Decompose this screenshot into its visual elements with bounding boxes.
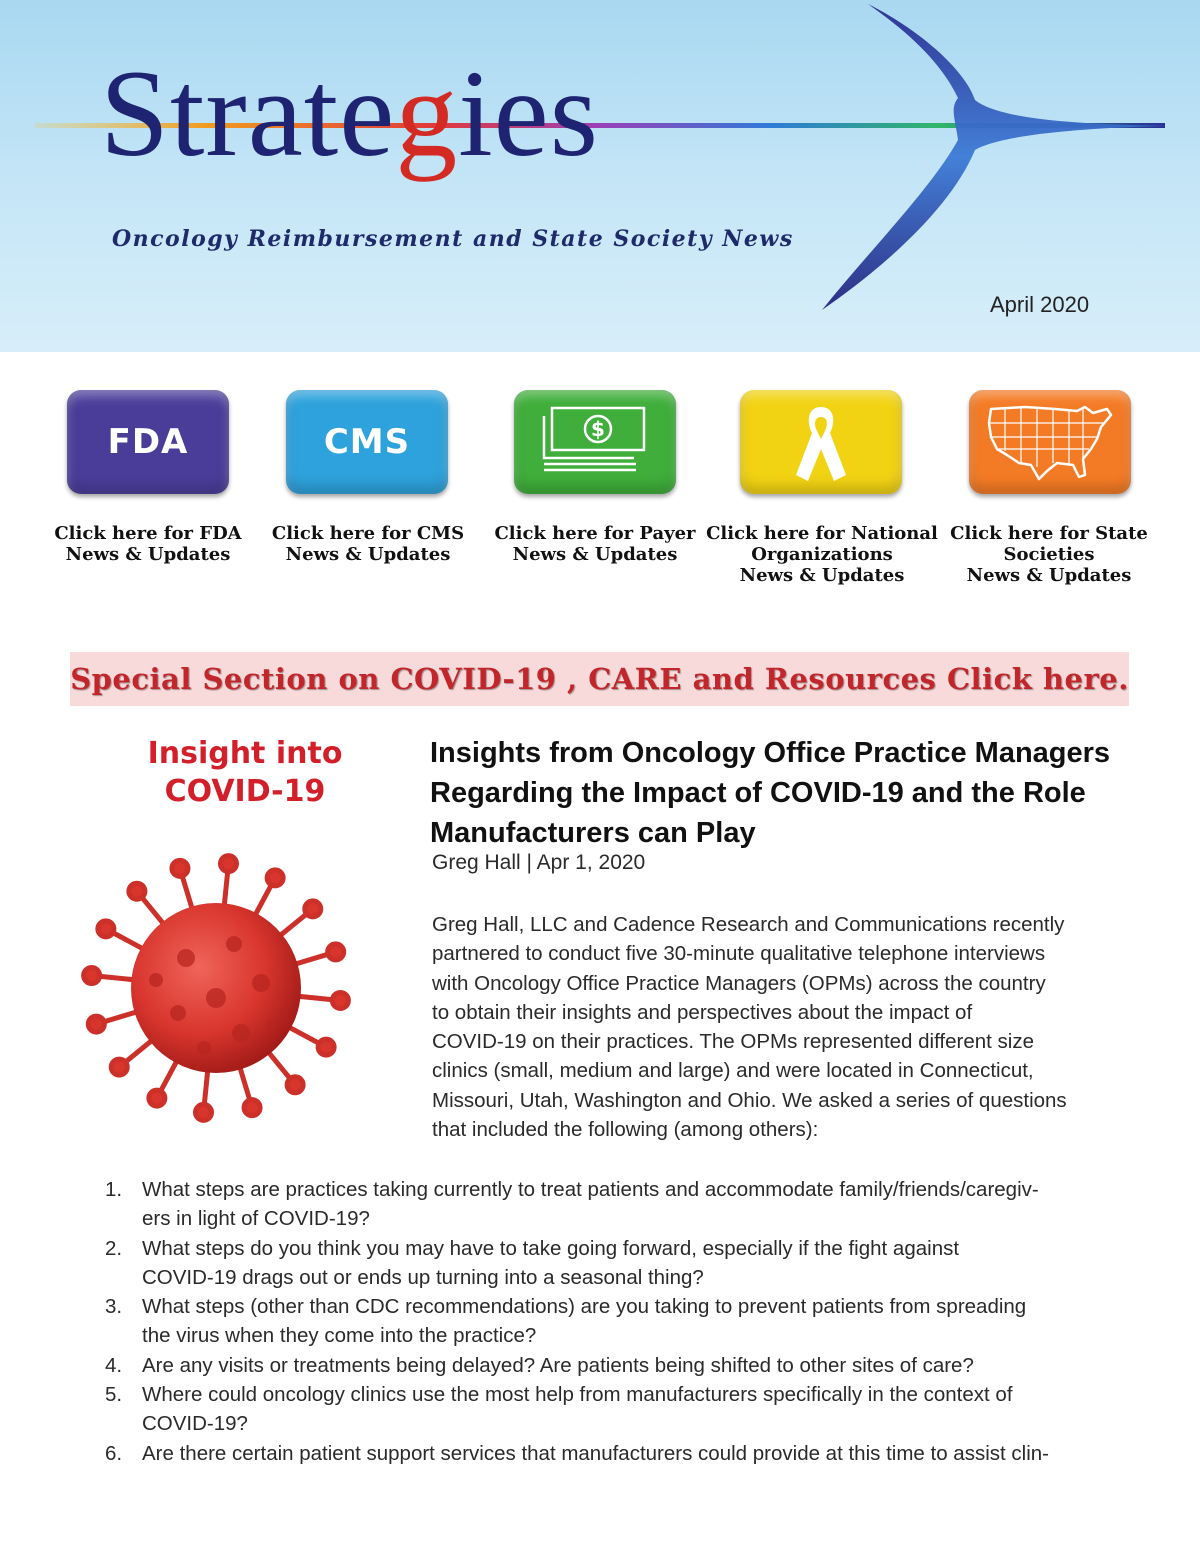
state-societies-link-caption[interactable]: Click here for State Societies News & Updates bbox=[950, 523, 1148, 586]
us-map-icon bbox=[985, 401, 1115, 483]
virus-spike-tip bbox=[332, 992, 348, 1008]
national-organizations-link-caption[interactable]: Click here for National Organizations News & Updates bbox=[706, 523, 938, 586]
cms-link-caption[interactable]: Click here for CMS News & Updates bbox=[271, 523, 465, 565]
newsletter-logo: Strategies bbox=[100, 45, 599, 182]
cms-button-tile[interactable] bbox=[286, 390, 448, 494]
fda-button-tile[interactable] bbox=[67, 390, 229, 494]
list-item: 3. What steps (other than CDC recommendations) are you taking to prevent patients from spreading the virus when they come into the practice? bbox=[105, 1295, 1027, 1348]
virus-spike-tip bbox=[318, 1039, 334, 1055]
awareness-ribbon-icon bbox=[786, 399, 856, 485]
state-societies-news-link[interactable] bbox=[929, 390, 1169, 590]
national-organizations-news-link[interactable] bbox=[702, 390, 942, 590]
article-title[interactable]: Insights from Oncology Office Practice Managers Regarding the Impact of COVID-19 and the Role Manufacturers can Play bbox=[430, 737, 1111, 849]
article-byline: Greg Hall | Apr 1, 2020 bbox=[432, 851, 646, 874]
state-societies-button-tile[interactable] bbox=[969, 390, 1131, 494]
virus-spike-tip bbox=[287, 1077, 303, 1093]
fda-tile-label: FDA bbox=[107, 422, 189, 462]
issue-date: April 2020 bbox=[990, 292, 1090, 317]
list-item: 6. Are there certain patient support services that manufacturers could provide at this time to assist clin- bbox=[105, 1441, 1049, 1465]
article-intro-paragraph: Greg Hall, LLC and Cadence Research and Communications recently partnered to conduct five 30-minute qualitative telephone interviews with Oncology Office Practice Managers (OPMs) across the country to obtain their insights and perspectives about the impact of COVID-19 on their practices. The OPMs represented different size clinics (small, medium and large) and were located in Connecticut, Missouri, Utah, Washington and Ohio. We asked a series of questions that included the following (among others): bbox=[432, 913, 1067, 1142]
fda-news-link[interactable] bbox=[28, 390, 268, 590]
cms-news-link[interactable] bbox=[248, 390, 488, 590]
list-item: 2. What steps do you think you may have to take going forward, especially if the fight against COVID-19 drags out or ends up turning into a seasonal thing? bbox=[105, 1236, 960, 1289]
virus-spike-tip bbox=[172, 860, 188, 876]
virus-spike-tip bbox=[88, 1016, 104, 1032]
fda-link-caption[interactable]: Click here for FDA News & Updates bbox=[54, 523, 242, 565]
cms-tile-label: CMS bbox=[323, 422, 411, 462]
virus-spike-tip bbox=[196, 1104, 212, 1120]
payer-button-tile[interactable] bbox=[514, 390, 676, 494]
masthead-banner bbox=[0, 0, 1200, 352]
virus-spike-tip bbox=[98, 921, 114, 937]
dollar-bill-icon bbox=[540, 404, 650, 480]
virus-spike-tip bbox=[328, 944, 344, 960]
payer-news-link[interactable] bbox=[475, 390, 715, 590]
virus-spike-tip bbox=[84, 968, 100, 984]
newsletter-tagline: Oncology Reimbursement and State Society News bbox=[112, 226, 794, 252]
list-item: 4. Are any visits or treatments being delayed? Are patients being shifted to other sites of care? bbox=[105, 1353, 974, 1377]
virus-spike-tip bbox=[305, 901, 321, 917]
virus-spike-tip bbox=[220, 856, 236, 872]
list-item: 5. Where could oncology clinics use the most help from manufacturers specifically in the context of COVID-19? bbox=[105, 1383, 1013, 1436]
virus-spike-tip bbox=[244, 1100, 260, 1116]
virus-spike-tip bbox=[149, 1090, 165, 1106]
national-organizations-button-tile[interactable] bbox=[740, 390, 902, 494]
coronavirus-icon bbox=[66, 848, 366, 1138]
insight-heading: Insight into COVID-19 bbox=[147, 736, 343, 809]
covid-special-section-link[interactable] bbox=[70, 652, 1129, 706]
virus-spike-tip bbox=[267, 870, 283, 886]
virus-spike-tip bbox=[129, 883, 145, 899]
svg-text:$: $ bbox=[591, 417, 605, 441]
virus-spike-tip bbox=[111, 1059, 127, 1075]
payer-link-caption[interactable]: Click here for Payer News & Updates bbox=[494, 523, 696, 565]
special-section-label: Special Section on COVID-19 , CARE and Resources Click here. bbox=[70, 662, 1129, 696]
list-item: 1. What steps are practices taking currently to treat patients and accommodate family/friends/caregiv- ers in light of COVID-19? bbox=[105, 1178, 1039, 1231]
interview-questions-list bbox=[105, 1175, 1145, 1468]
